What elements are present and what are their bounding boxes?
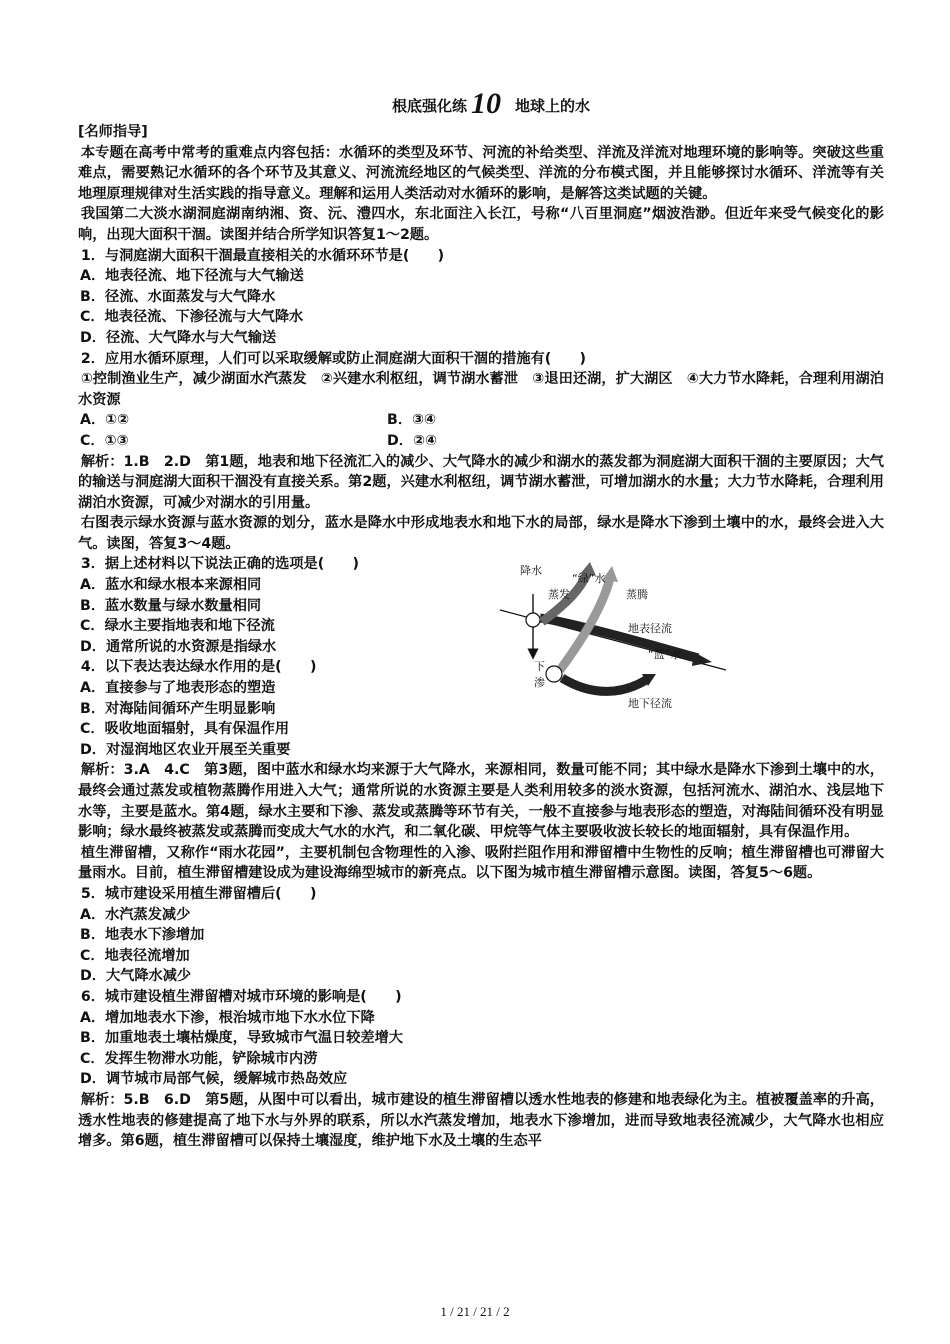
q6-option-b: B．加重地表土壤枯燥度，导致城市气温日较差增大: [80, 1030, 403, 1047]
page-content: [78, 86, 884, 1152]
q5-option-a: A．水汽蒸发减少: [80, 906, 191, 923]
question-3-4-block: [78, 554, 884, 760]
title-prefix: 根底强化练: [391, 97, 467, 115]
answer-3-4: 解析：3.A 4.C 第3题，图中蓝水和绿水均来源于大气降水，来源相同，数量可能不同；其中绿水是降水下渗到土壤中的水，最终会通过蒸发或植物蒸腾作用进入大气；通常所说的水资源主要是人类利用较多的淡水资源，包括河流水、湖泊水、浅层地下水等，主要是蓝水。第4题，绿水主要和下渗、蒸发或蒸腾等环节有关，一般不直接参与地表形态的塑造，对海陆间循环没有明显影响；绿水最终被蒸发或蒸腾而变成大气水的水汽，和二氧化碳、甲烷等气体主要吸收波长较长的地面辐射，具有保温作用。: [78, 762, 884, 841]
q5-option-b: B．地表水下渗增加: [80, 927, 205, 944]
q2-options-row-2: [78, 431, 884, 452]
q2-option-b: B．③④: [387, 412, 437, 429]
title-suffix: 地球上的水: [515, 97, 591, 115]
q2-option-d: D．②④: [387, 432, 437, 449]
label-blue-water: “蓝”水: [648, 648, 682, 662]
q2-option-c: C．①③: [80, 432, 129, 449]
q2-statements: ①控制渔业生产，减少湖面水汽蒸发 ②兴建水利枢纽，调节湖水蓄泄 ③退田还湖，扩大湖区 ④大力节水降耗，合理利用湖泊水资源: [78, 371, 884, 408]
label-evaporation: 蒸发: [548, 588, 570, 602]
q2-option-a: A．①②: [80, 412, 130, 429]
q3-option-a: A．蓝水和绿水根本来源相同: [80, 577, 262, 594]
guide-heading: [名师指导]: [78, 124, 148, 140]
q1-option-b: B．径流、水面蒸发与大气降水: [80, 288, 276, 305]
split-node-2: [546, 666, 562, 682]
water-cycle-diagram: [498, 562, 728, 712]
split-node-1: [526, 613, 540, 627]
water-cycle-svg: [498, 562, 728, 712]
label-infiltration-2: 渗: [534, 676, 545, 690]
q2-options-row-1: [78, 410, 884, 431]
q1-option-a: A．地表径流、地下径流与大气输送: [80, 268, 304, 285]
question-4: 4．以下表达表达绿水作用的是( ): [80, 659, 317, 676]
q4-option-b: B．对海陆间循环产生明显影响: [80, 700, 276, 717]
label-surface-runoff: 地表径流: [628, 622, 672, 636]
label-transpiration: 蒸腾: [626, 588, 648, 602]
answer-5-6: 解析：5.B 6.D 第5题，从图中可以看出，城市建设的植生滞留槽以透水性地表的修建和地表绿化为主。植被覆盖率的升高，透水性地表的修建提高了地下水与外界的联系，所以水汽蒸发增加，地表水下渗增加，进而导致地表径流减少，大气降水也相应增多。第6题，植生滞留槽可以保持土壤湿度，维护地下水及土壤的生态平: [78, 1091, 884, 1150]
q1-option-d: D．径流、大气降水与大气输送: [80, 329, 277, 346]
q6-option-a: A．增加地表水下渗，根治城市地下水水位下降: [80, 1009, 375, 1026]
q3-option-d: D．通常所说的水资源是指绿水: [80, 638, 277, 655]
question-3: 3．据上述材料以下说法正确的选项是( ): [80, 556, 360, 573]
material-3: 右图表示绿水资源与蓝水资源的划分，蓝水是降水中形成地表水和地下水的局部，绿水是降水下渗到土壤中的水，最终会进入大气。读图，答复3～4题。: [78, 515, 884, 552]
label-rain: 降水: [520, 564, 542, 578]
q4-option-c: C．吸收地面辐射，具有保温作用: [80, 721, 290, 738]
groundwater-band: [562, 678, 646, 691]
q5-option-d: D．大气降水减少: [80, 968, 192, 985]
question-2: 2．应用水循环原理，人们可以采取缓解或防止洞庭湖大面积干涸的措施有( ): [80, 350, 587, 367]
q6-option-d: D．调节城市局部气候，缓解城市热岛效应: [80, 1071, 348, 1088]
material-5: 植生滞留槽，又称作“雨水花园”，主要机制包含物理性的入渗、吸附拦阻作用和滞留槽中生物性的反响；植生滞留槽也可滞留大量雨水。目前，植生滞留槽建设成为建设海绵型城市的新亮点。以下图为城市植生滞留槽示意图。读图，答复5～6题。: [78, 844, 884, 882]
label-green-water: “绿”水: [572, 572, 606, 586]
q1-option-c: C．地表径流、下渗径流与大气降水: [80, 309, 304, 326]
question-6: 6．城市建设植生滞留槽对城市环境的影响是( ): [80, 988, 402, 1005]
q4-option-a: A．直接参与了地表形态的塑造: [80, 680, 276, 697]
question-5: 5．城市建设采用植生滞留槽后( ): [80, 885, 317, 902]
label-infiltration-1: 下: [534, 660, 545, 674]
guide-paragraph: 本专题在高考中常考的重难点内容包括：水循环的类型及环节、河流的补给类型、洋流及洋流对地理环境的影响等。突破这些重难点，需要熟记水循环的各个环节及其意义、河流流经地区的气候类型、洋流的分布模式图，并且能够探讨水循环、洋流等有关地理原理规律对生活实践的指导意义。理解和运用人类活动对水循环的影响，是解答这类试题的关键。: [78, 144, 884, 202]
material-1: 我国第二大淡水湖洞庭湖南纳湘、资、沅、澧四水，东北面注入长江，号称“八百里洞庭”烟波浩渺。但近年来受气候变化的影响，出现大面积干涸。读图并结合所学知识答复1～2题。: [78, 206, 884, 243]
q3-option-b: B．蓝水数量与绿水数量相同: [80, 597, 262, 614]
title-number: 10: [471, 87, 501, 120]
q5-option-c: C．地表径流增加: [80, 947, 190, 964]
surface-runoff-arrowhead: [692, 652, 712, 666]
q6-option-c: C．发挥生物滞水功能，铲除城市内涝: [80, 1050, 318, 1067]
q4-option-d: D．对湿润地区农业开展至关重要: [80, 741, 291, 758]
q3-option-c: C．绿水主要指地表和地下径流: [80, 618, 275, 635]
label-groundwater-runoff: 地下径流: [628, 697, 672, 711]
answer-1-2: 解析：1.B 2.D 第1题，地表和地下径流汇入的减少、大气降水的减少和湖水的蒸发都为洞庭湖大面积干涸的主要原因；大气的输送与洞庭湖大面积干涸没有直接关系。第2题，兴建水利枢纽，调节湖水蓄泄，可增加湖水的水量；大力节水降耗，合理利用湖泊水资源，可减少对湖水的引用量。: [78, 453, 884, 511]
question-1: 1．与洞庭湖大面积干涸最直接相关的水循环环节是( ): [80, 247, 445, 264]
page-footer: 1 / 21 / 21 / 2: [440, 1304, 510, 1319]
page-title: [98, 86, 884, 122]
